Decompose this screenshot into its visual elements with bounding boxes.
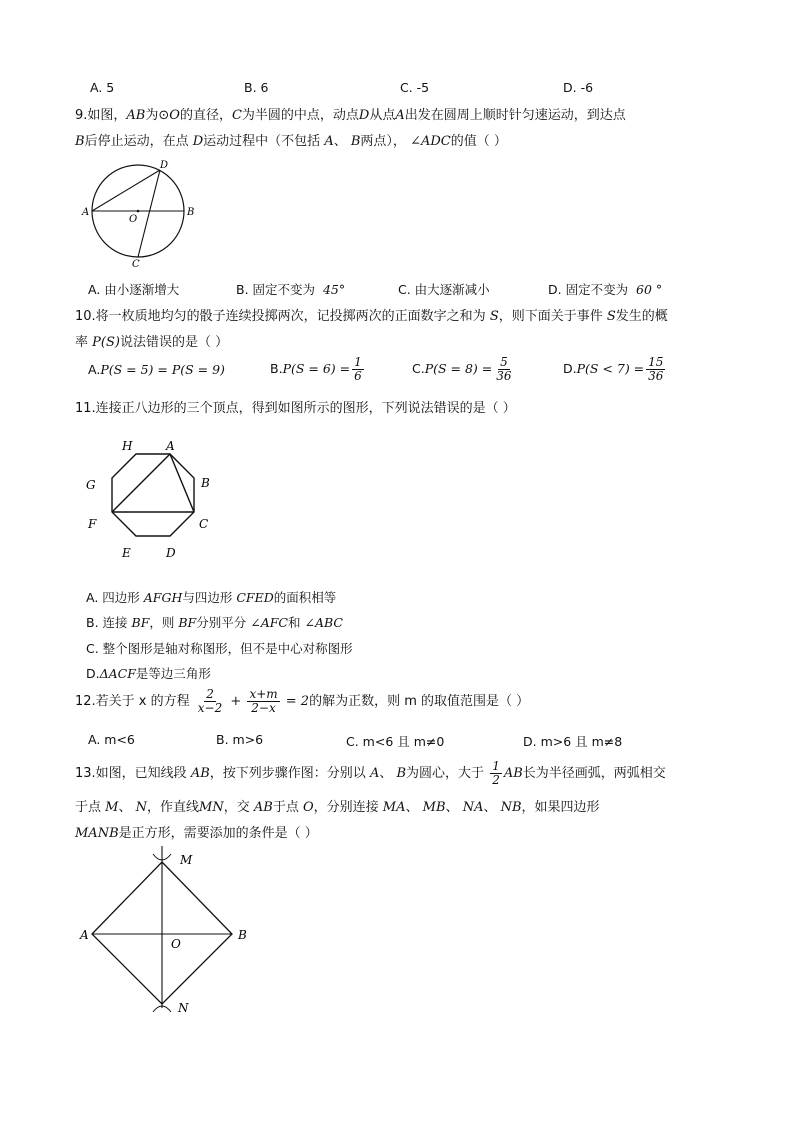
q12-frac2-denominator: 2−x [251, 701, 276, 715]
q11-octagon-figure [80, 432, 220, 572]
q9-stem-line2: B后停止运动，在点 D运动过程中（不包括 A、 B两点）， ∠ADC的值（ ） [75, 134, 507, 149]
q10-c-numerator: 5 [500, 355, 508, 369]
q11-option-c: C. 整个图形是轴对称图形，但不是中心对称图形 [86, 641, 353, 656]
q9-option-b: B. 固定不变为 45° [236, 282, 346, 297]
q12-frac1-numerator: 2 [206, 687, 214, 701]
q13-frac-numerator: 1 [492, 759, 500, 773]
q11-label-f: F [88, 517, 97, 531]
q9-option-d: D. 固定不变为 60 ° [548, 282, 663, 297]
q9-center-dot [137, 210, 140, 213]
q11-segment-af [112, 454, 170, 512]
q13-label-o: O [171, 937, 181, 951]
q10-option-b: B.P(S = 6) = $\frac{1}{6}$ [270, 355, 362, 383]
q13-label-b: B [238, 928, 247, 942]
q13-label-n: N [178, 1001, 189, 1015]
q12-frac2-numerator: x+m [249, 687, 278, 701]
q13-label-m: M [180, 853, 193, 867]
q10-stem-line2: 率 P(S)说法错误的是（ ） [75, 335, 229, 350]
q11-stem: 11.连接正八边形的三个顶点，得到如图所示的图形，下列说法错误的是（ ） [75, 401, 516, 416]
q11-segment-ac [170, 454, 194, 512]
q9-label-a: A [82, 207, 90, 218]
q10-b-denominator: 6 [354, 369, 362, 383]
q9-chord-ad [92, 170, 160, 211]
q8-option-c: C. -5 [400, 80, 430, 95]
q9-label-d: D [160, 160, 169, 171]
q9-chord-dc [138, 170, 160, 257]
q9-stem-line1: 9.如图，AB为⊙O的直径，C为半圆的中点，动点D从点A出发在圆周上顺时针匀速运动，到达点 [75, 108, 626, 123]
q13-label-a: A [80, 928, 89, 942]
q11-label-d: D [166, 546, 176, 560]
q11-label-b: B [201, 476, 210, 490]
q10-option-d: D.P(S < 7) = $\frac{15}{36}$ [563, 355, 664, 383]
q9-label-c: C [132, 259, 140, 268]
q10-stem-line1: 10.将一枚质地均匀的骰子连续投掷两次，记投掷两次的正面数字之和为 S，则下面关于事件 S发生的概 [75, 309, 668, 324]
q10-option-c: C.P(S = 8) = $\frac{5}{36}$ [412, 355, 512, 383]
q11-option-d: D.ΔACF是等边三角形 [86, 666, 211, 681]
q13-stem-line3: MANB是正方形，需要添加的条件是（ ） [75, 826, 318, 841]
q11-label-c: C [199, 517, 209, 531]
q9-label-b: B [187, 207, 195, 218]
q11-label-g: G [86, 478, 96, 492]
q9-circle-figure [80, 158, 200, 268]
q11-option-b: B. 连接 BF，则 BF分别平分 ∠AFC和 ∠ABC [86, 615, 343, 630]
q13-frac-denominator: 2 [492, 773, 500, 787]
q10-c-denominator: 36 [496, 369, 512, 383]
q12-option-a: A. m<6 [88, 732, 135, 747]
q13-stem-line2: 于点 M、 N，作直线MN，交 AB于点 O，分别连接 MA、 MB、 NA、 NB，如果四边形 [75, 800, 600, 815]
q10-b-numerator: 1 [354, 355, 362, 369]
q12-option-c: C. m<6 且 m≠0 [346, 734, 445, 749]
q9-option-a: A. 由小逐渐增大 [88, 282, 180, 297]
q12-option-b: B. m>6 [216, 732, 264, 747]
q9-option-c: C. 由大逐渐减小 [398, 282, 490, 297]
q13-square-figure [76, 842, 266, 1022]
q8-option-a: A. 5 [90, 80, 115, 95]
q11-option-a: A. 四边形 AFGH与四边形 CFED的面积相等 [86, 590, 337, 605]
q10-d-denominator: 36 [648, 369, 664, 383]
q11-octagon [112, 454, 194, 536]
q10-d-numerator: 15 [648, 355, 664, 369]
q12-stem: 12.若关于 x 的方程 $\frac{2}{x-2}$ + $\frac{x+m}{2-x}$ = 2的解为正数，则 m 的取值范围是（ ） [75, 687, 530, 715]
q11-label-h: H [122, 439, 133, 453]
q8-option-b: B. 6 [244, 80, 269, 95]
q11-label-a: A [166, 439, 175, 453]
q10-option-a: A.P(S = 5) = P(S = 9) [88, 362, 225, 377]
q12-frac1-denominator: x−2 [197, 701, 223, 715]
q13-stem-line1: 13.如图，已知线段 AB，按下列步骤作图：分别以 A、 B为圆心，大于 $\frac{1}{2}$ AB长为半径画弧，两弧相交 [75, 759, 666, 787]
q12-option-d: D. m>6 且 m≠8 [523, 734, 623, 749]
q11-label-e: E [122, 546, 131, 560]
q8-option-d: D. -6 [563, 80, 594, 95]
q9-label-o: O [129, 214, 138, 225]
